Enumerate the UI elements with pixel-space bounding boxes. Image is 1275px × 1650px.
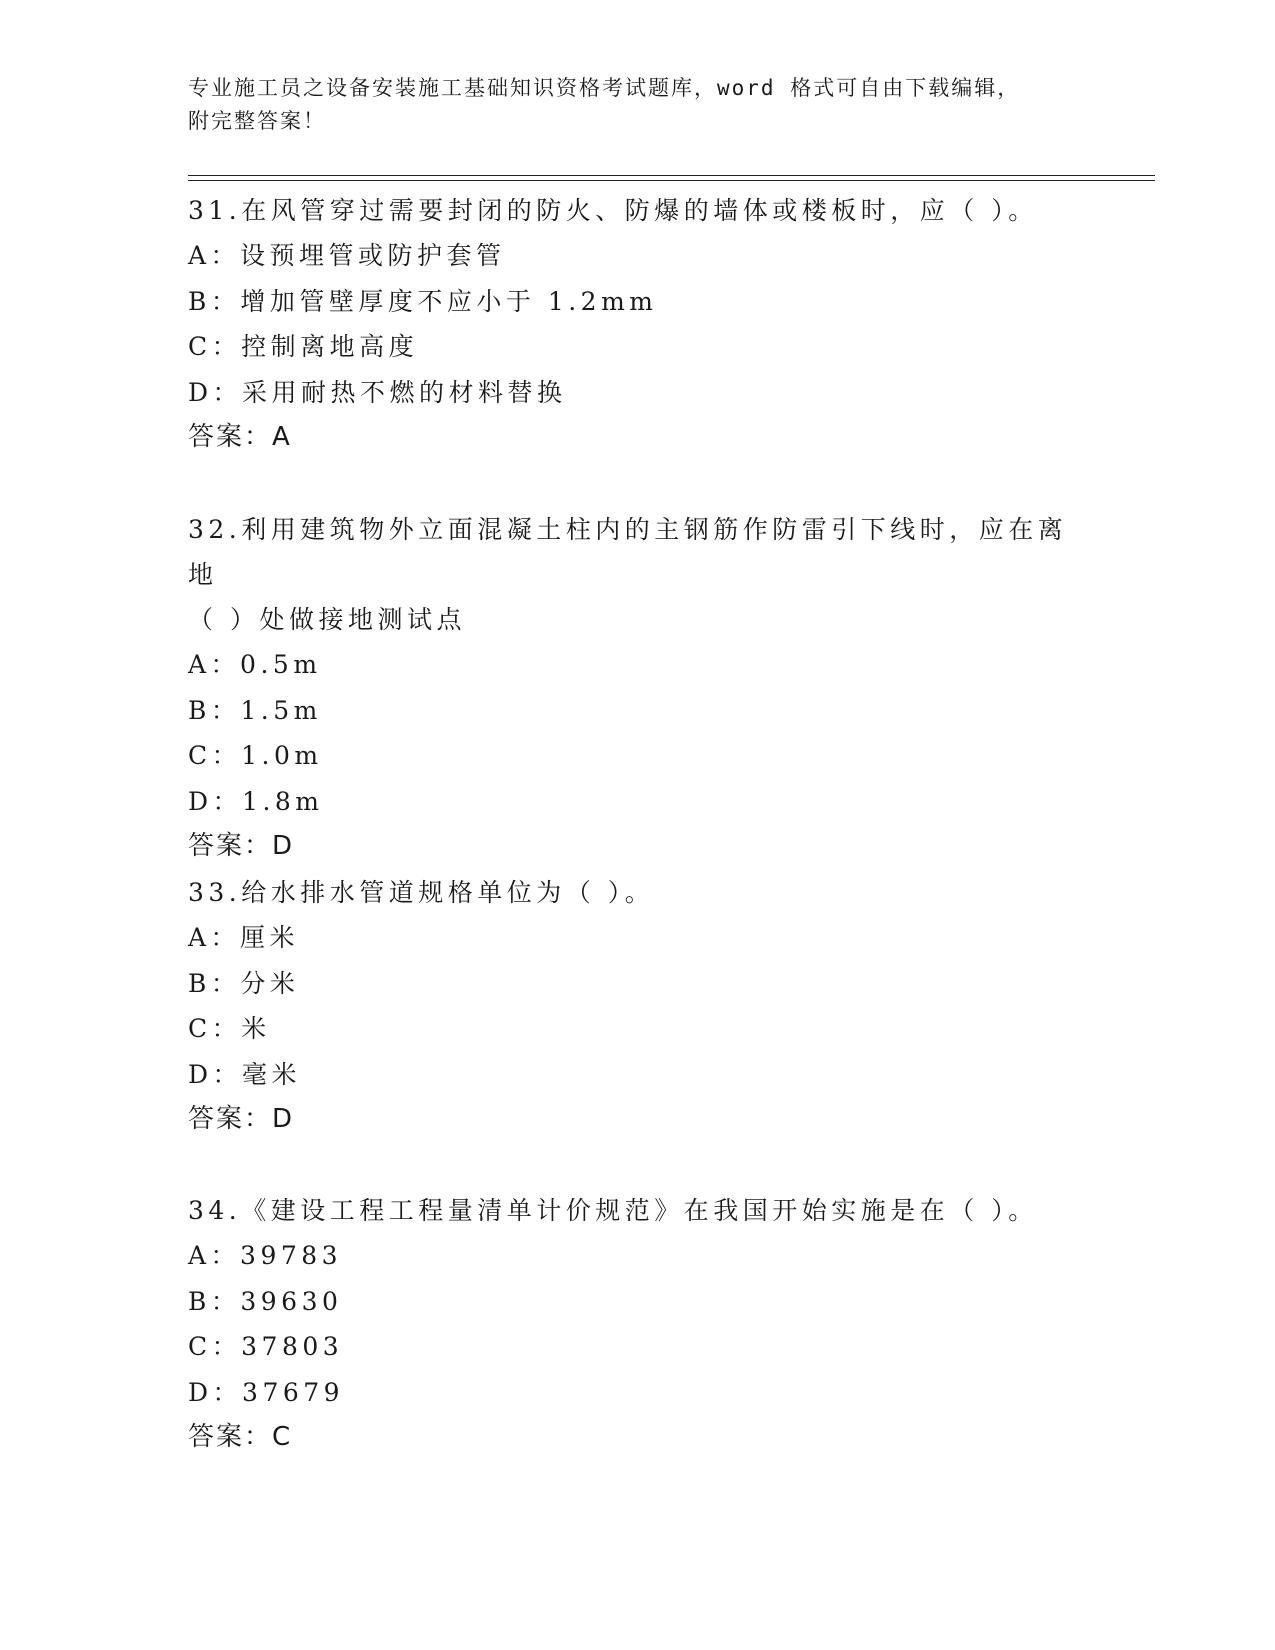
header-line-1: 专业施工员之设备安装施工基础知识资格考试题库，word 格式可自由下载编辑， (188, 76, 1021, 100)
option-a: A：设预埋管或防护套管 (188, 241, 506, 270)
option-d: D：采用耐热不燃的材料替换 (188, 377, 567, 407)
question-stem-line-2: （ ）处做接地测试点 (188, 605, 466, 634)
question-31 (188, 188, 1088, 461)
question-stem: 34.《建设工程工程量清单计价规范》在我国开始实施是在（ ）。 (188, 1196, 1038, 1225)
answer: 答案：D (188, 1104, 295, 1134)
option-b: B：增加管壁厚度不应小于 1.2mm (188, 286, 658, 316)
question-32 (188, 507, 1088, 870)
question-stem: 31.在风管穿过需要封闭的防火、防爆的墙体或楼板时，应（ ）。 (188, 196, 1038, 225)
header-divider-bottom (188, 180, 1155, 181)
option-b: B：分米 (188, 968, 300, 998)
option-b: B：1.5m (188, 695, 322, 725)
answer: 答案：A (188, 422, 292, 452)
option-d: D：37679 (188, 1377, 345, 1407)
option-c: C：1.0m (188, 741, 323, 770)
question-stem: 33.给水排水管道规格单位为（ ）。 (188, 878, 655, 907)
option-c: C：米 (188, 1014, 271, 1043)
option-c: C：控制离地高度 (188, 332, 419, 361)
question-stem-line-1: 32.利用建筑物外立面混凝土柱内的主钢筋作防雷引下线时，应在离地 (188, 515, 1068, 589)
question-34 (188, 1188, 1088, 1461)
option-a: A：厘米 (188, 923, 300, 952)
answer: 答案：C (188, 1422, 293, 1452)
option-d: D：1.8m (188, 786, 324, 816)
option-b: B：39630 (188, 1286, 343, 1316)
answer: 答案：D (188, 831, 295, 861)
option-a: A：39783 (188, 1241, 343, 1270)
document-header (188, 72, 1148, 138)
option-a: A：0.5m (188, 650, 322, 679)
question-33 (188, 870, 1088, 1143)
header-divider-top (188, 175, 1155, 176)
option-c: C：37803 (188, 1332, 344, 1361)
option-d: D：毫米 (188, 1059, 302, 1089)
header-line-2: 附完整答案！ (188, 109, 326, 133)
